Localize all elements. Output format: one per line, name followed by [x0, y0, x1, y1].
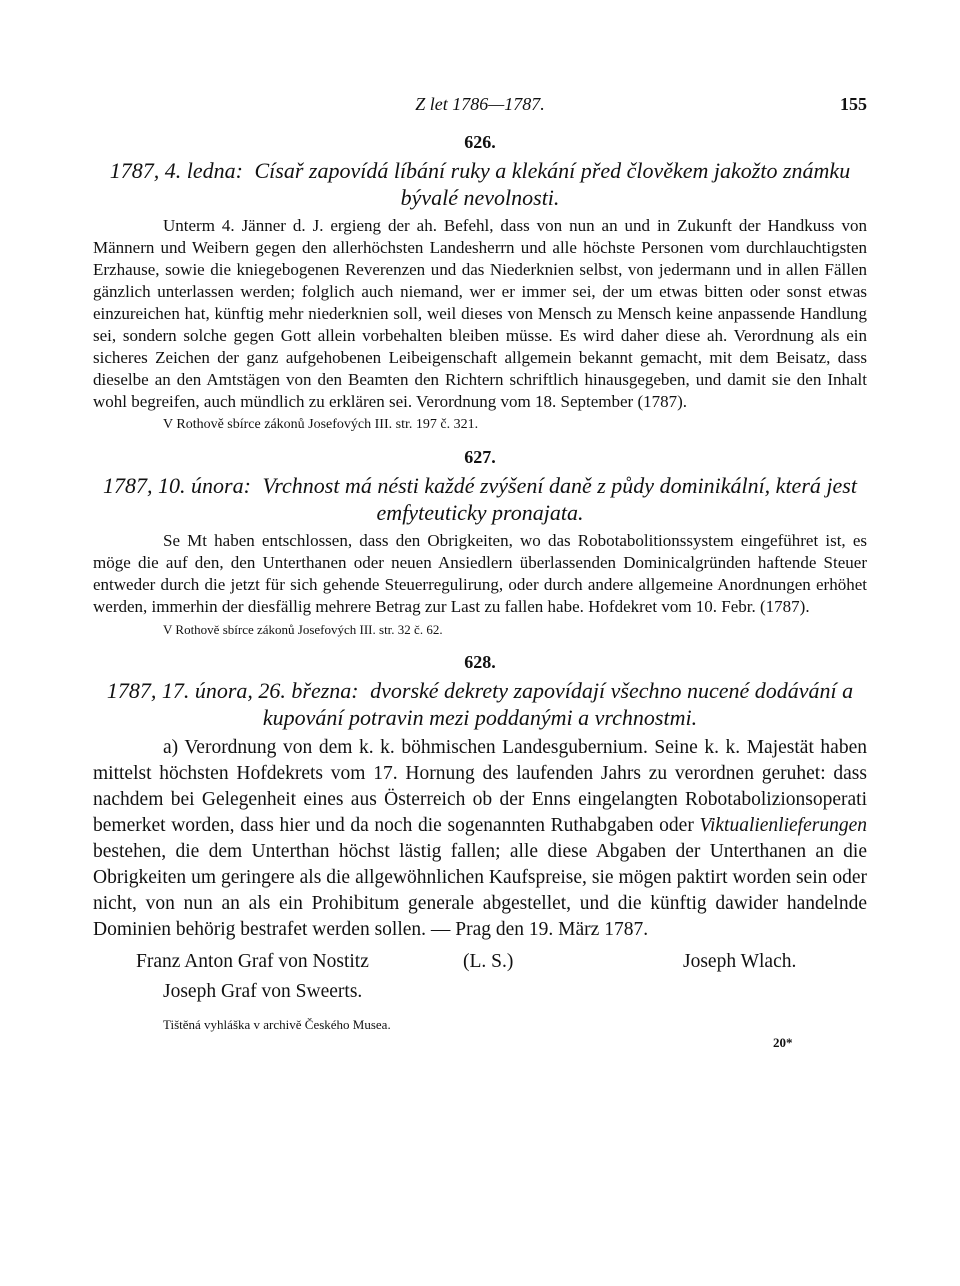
- entry-626: [93, 132, 867, 433]
- sheet-mark: 20*: [773, 1035, 793, 1050]
- seal-mark: (L. S.): [463, 951, 514, 972]
- entry-number: 628.: [464, 652, 496, 672]
- footer: [93, 1017, 867, 1050]
- entry-date: 1787, 4. ledna:: [109, 158, 243, 183]
- entry-628: [93, 652, 867, 1050]
- signature-sweerts: Joseph Graf von Sweerts.: [163, 981, 363, 1002]
- entry-date: 1787, 10. února:: [103, 473, 251, 498]
- print-note: Tištěná vyhláška v archivě Českého Musea.: [163, 1017, 391, 1032]
- body-text-after: bestehen, die dem Unterthan höchst lästig fallen; alle diese Abgaben der Unterthanen an die Obrigkeiten um geringere als die allgewöhnlichen Kaufspreise, sie mögen paktirt worden sein oder nicht, von nun an als ein Prohibitum generale abgestellet, und die künftig dawider handelnde Dominien behörig bestrafet werden sollen. — Prag den 19. März 1787.: [93, 841, 867, 940]
- page-header: [93, 94, 867, 122]
- entry-number: 626.: [464, 132, 496, 152]
- entry-source: V Rothově sbírce zákonů Josefových III. str. 32 č. 62.: [163, 622, 443, 637]
- entry-heading: dvorské dekrety zapovídají všechno nucené dodávání a kupování potravin mezi poddanými a vrchnostmi.: [262, 678, 854, 730]
- entry-title: [93, 157, 867, 211]
- entry-body: [93, 735, 867, 943]
- signature-row: [93, 951, 867, 981]
- entry-date: 1787, 17. února, 26. března:: [106, 678, 359, 703]
- entry-627: [93, 447, 867, 638]
- document-page: [93, 94, 867, 1244]
- entry-title: [93, 677, 867, 731]
- running-head: Z let 1786—1787.: [415, 94, 545, 114]
- signature-wlach: Joseph Wlach.: [683, 951, 797, 972]
- signature-nostitz: Franz Anton Graf von Nostitz: [136, 951, 369, 972]
- body-text-italic: Viktualienlieferungen: [699, 815, 867, 836]
- entry-body: Se Mt haben entschlossen, dass den Obrigkeiten, wo das Robotabolitionssystem eingeführet ist, es möge die auf den, den Unterthanen oder neuen Ansiedlern überlassenden Dominicalgründen haftende Steuer entweder durch die jetzt für sich gehende Steuerregulirung, oder durch andere allgemeine Anordnungen erhöhet werden, immerhin der diesfällig mehrere Betrag zur Last zu fallen habe. Hofdekret vom 10. Febr. (1787).: [93, 531, 867, 616]
- entry-heading: Císař zapovídá líbání ruky a klekání před člověkem jakožto známku bývalé nevolnosti.: [254, 158, 851, 210]
- body-text-before: a) Verordnung von dem k. k. böhmischen Landesgubernium. Seine k. k. Majestät haben mittelst höchsten Hofdekrets vom 17. Hornung des laufenden Jahrs zu verordnen geruhet: dass nachdem bei Gelegenheit eines aus Österreich ob der Enns eingelangten Robotabolizionsoperati bemerket worden, dass hier und da noch die sogenannten Ruthabgaben oder: [93, 737, 867, 836]
- page-number: 155: [840, 94, 867, 114]
- entry-title: [93, 472, 867, 526]
- entry-source: V Rothově sbírce zákonů Josefových III. str. 197 č. 321.: [163, 417, 479, 432]
- entry-body: Unterm 4. Jänner d. J. ergieng der ah. Befehl, dass von nun an und in Zukunft der Handkuss von Männern und Weibern gegen den allerhöchsten Landesherrn und alle höchste Personen vom durchlauchtigsten Erzhause, sowie die kniegebogenen Reverenzen und das Niederknien selbst, von jedermann und in allen Fällen gänzlich unterlassen werden; folglich auch niemand, wer er immer sei, der um etwas bitten oder sonst etwas einzureichen hat, künftig mehr niederknien soll, weil dieses von Mensch zu Mensch keine anpassende Handlung sei, sondern solche gegen Gott allein vorbehalten bleiben müsse. Es wird daher diese ah. Verordnung als ein sicheres Zeichen der ganz aufgehobenen Leibeigenschaft allgemein bekannt gemacht, mit dem Beisatz, dass dieselbe an den Amtstägen von den Beamten den Richtern schriftlich hinausgegeben, und damit sie den Inhalt wohl begreifen, auch mündlich zu erklären sei. Verordnung vom 18. September (1787).: [93, 216, 867, 411]
- entry-number: 627.: [464, 447, 496, 467]
- entry-heading: Vrchnost má nésti každé zvýšení daně z půdy dominikální, která jest emfyteuticky pronajata.: [262, 473, 857, 525]
